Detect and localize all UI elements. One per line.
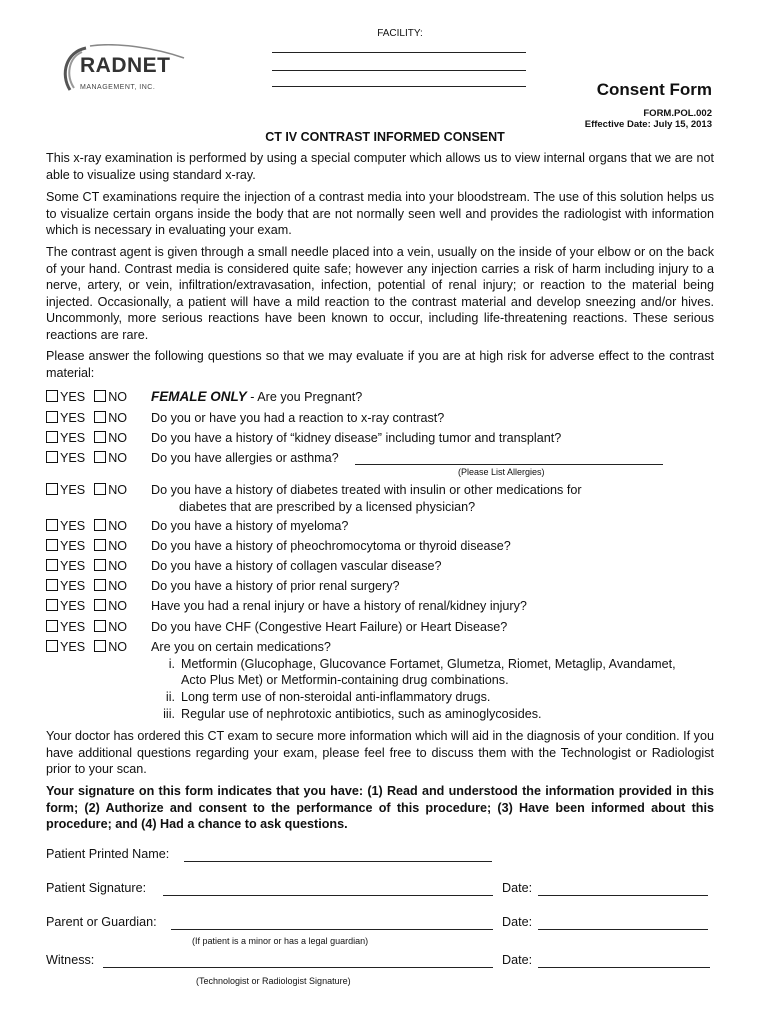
paragraph-intro: This x-ray examination is performed by using a special computer which allows us to view internal organs that we are not able to visualize using standard x-ray. — [46, 151, 714, 182]
question-row-renal-surgery: YES NO Do you have a history of prior renal surgery? — [46, 578, 400, 594]
patient-date-field[interactable] — [538, 895, 708, 896]
effective-date: Effective Date: July 15, 2013 — [584, 119, 712, 130]
no-checkbox[interactable] — [94, 559, 106, 571]
patient-date-label: Date: — [502, 881, 533, 895]
no-checkbox[interactable] — [94, 483, 106, 495]
question-diabetes-line2: diabetes that are prescribed by a licensed physician? — [179, 500, 476, 514]
no-checkbox[interactable] — [94, 431, 106, 443]
facility-line-2[interactable] — [272, 70, 526, 71]
form-id-block — [585, 108, 712, 130]
yes-checkbox[interactable] — [46, 411, 58, 423]
witness-field[interactable] — [103, 967, 493, 968]
question-row-myeloma: YES NO Do you have a history of myeloma? — [46, 518, 348, 534]
form-number: FORM.POL.002 — [643, 108, 712, 119]
consent-form-title: Consent Form — [596, 80, 712, 99]
no-checkbox[interactable] — [94, 640, 106, 652]
yes-checkbox[interactable] — [46, 640, 58, 652]
no-checkbox[interactable] — [94, 390, 106, 402]
medication-item-metformin-line2: Acto Plus Met) or Metformin-containing drug combinations. — [181, 673, 509, 687]
question-row-diabetes: YES NO Do you have a history of diabetes treated with insulin or other medications for — [46, 482, 582, 498]
paragraph-risks: The contrast agent is given through a small needle placed into a vein, usually on the inside of your elbow or on the back of your hand. Contrast media is considered quite safe; however any injection carries a risk of harm including injury to a nerve, artery, or vein, infiltration/extravasation, infection, potential of renal injury; or reaction to the material being injected. Occasionally, a patient will have a mild reaction to the contrast material and develop sneezing and/or hives. Uncommonly, more serious reactions have been known to occur, including life-threatening reactions. These serious reactions are rare. — [46, 245, 714, 342]
yes-checkbox[interactable] — [46, 620, 58, 632]
patient-signature-label: Patient Signature: — [46, 881, 147, 895]
no-checkbox[interactable] — [94, 579, 106, 591]
question-row-kidney-disease: YES NO Do you have a history of “kidney disease” including tumor and transplant? — [46, 430, 561, 446]
witness-date-field[interactable] — [538, 967, 710, 968]
yes-checkbox[interactable] — [46, 390, 58, 402]
yes-checkbox[interactable] — [46, 483, 58, 495]
yes-checkbox[interactable] — [46, 559, 58, 571]
question-row-pheochromocytoma: YES NO Do you have a history of pheochromocytoma or thyroid disease? — [46, 538, 511, 554]
allergies-note: (Please List Allergies) — [458, 467, 545, 477]
question-row-chf: YES NO Do you have CHF (Congestive Heart Failure) or Heart Disease? — [46, 619, 507, 635]
paragraph-questions-intro: Please answer the following questions so that we may evaluate if you are at high risk for adverse effect to the contrast material: — [46, 349, 714, 380]
medication-item-nsaids: ii. Long term use of non-steroidal anti-inflammatory drugs. — [165, 690, 491, 704]
no-checkbox[interactable] — [94, 599, 106, 611]
no-checkbox[interactable] — [94, 411, 106, 423]
facility-line-3[interactable] — [272, 86, 526, 87]
no-checkbox[interactable] — [94, 519, 106, 531]
yes-checkbox[interactable] — [46, 599, 58, 611]
document-title: CT IV CONTRAST INFORMED CONSENT — [265, 130, 505, 144]
paragraph-injection: Some CT examinations require the injection of a contrast media into your bloodstream. The use of this solution helps us to visualize certain organs inside the body that are not normally seen well and provides the radiologist with information which is necessary in evaluating your exam. — [46, 190, 714, 238]
yes-checkbox[interactable] — [46, 519, 58, 531]
paragraph-signature-statement: Your signature on this form indicates that you have: (1) Read and understood the information provided in this form; (2) Authorize and consent to the performance of this procedure; (3) Have been informed about this procedure; and (4) Had a chance to ask questions. — [46, 784, 714, 832]
patient-printed-name-label: Patient Printed Name: — [46, 847, 170, 861]
question-row-collagen: YES NO Do you have a history of collagen vascular disease? — [46, 558, 442, 574]
no-checkbox[interactable] — [94, 620, 106, 632]
medication-item-antibiotics: iii. Regular use of nephrotoxic antibiotics, such as aminoglycosides. — [163, 707, 542, 721]
parent-guardian-field[interactable] — [171, 929, 493, 930]
yes-checkbox[interactable] — [46, 539, 58, 551]
patient-signature-field[interactable] — [163, 895, 493, 896]
question-row-allergies: YES NO Do you have allergies or asthma? — [46, 450, 339, 466]
no-checkbox[interactable] — [94, 451, 106, 463]
no-checkbox[interactable] — [94, 539, 106, 551]
question-row-pregnant: YES NO FEMALE ONLY - Are you Pregnant? — [46, 389, 362, 405]
question-row-renal-injury: YES NO Have you had a renal injury or have a history of renal/kidney injury? — [46, 598, 527, 614]
patient-printed-name-field[interactable] — [184, 861, 492, 862]
yes-checkbox[interactable] — [46, 431, 58, 443]
question-row-medications: YES NO Are you on certain medications? — [46, 639, 331, 655]
facility-label: FACILITY: — [377, 28, 423, 39]
witness-date-label: Date: — [502, 953, 533, 967]
guardian-note: (If patient is a minor or has a legal guardian) — [192, 936, 369, 946]
yes-checkbox[interactable] — [46, 451, 58, 463]
facility-line-1[interactable] — [272, 52, 526, 53]
medication-item-metformin: i. Metformin (Glucophage, Glucovance Fortamet, Glumetza, Riomet, Metaglip, Avandamet, — [168, 657, 676, 671]
guardian-date-label: Date: — [502, 915, 533, 929]
witness-label: Witness: — [46, 953, 95, 967]
guardian-date-field[interactable] — [538, 929, 708, 930]
yes-checkbox[interactable] — [46, 579, 58, 591]
allergies-input-line[interactable] — [355, 464, 663, 465]
logo-name: RADNET — [80, 54, 171, 77]
paragraph-doctor-order: Your doctor has ordered this CT exam to secure more information which will aid in the diagnosis of your condition. If you have additional questions regarding your exam, please feel free to discuss them with the Technologist or Radiologist prior to your scan. — [46, 729, 714, 777]
parent-guardian-label: Parent or Guardian: — [46, 915, 157, 929]
witness-note: (Technologist or Radiologist Signature) — [196, 976, 351, 986]
logo-subtitle: MANAGEMENT, INC. — [80, 84, 156, 91]
question-row-contrast-reaction: YES NO Do you or have you had a reaction to x-ray contrast? — [46, 410, 444, 426]
female-only-label: FEMALE ONLY — [151, 389, 247, 404]
